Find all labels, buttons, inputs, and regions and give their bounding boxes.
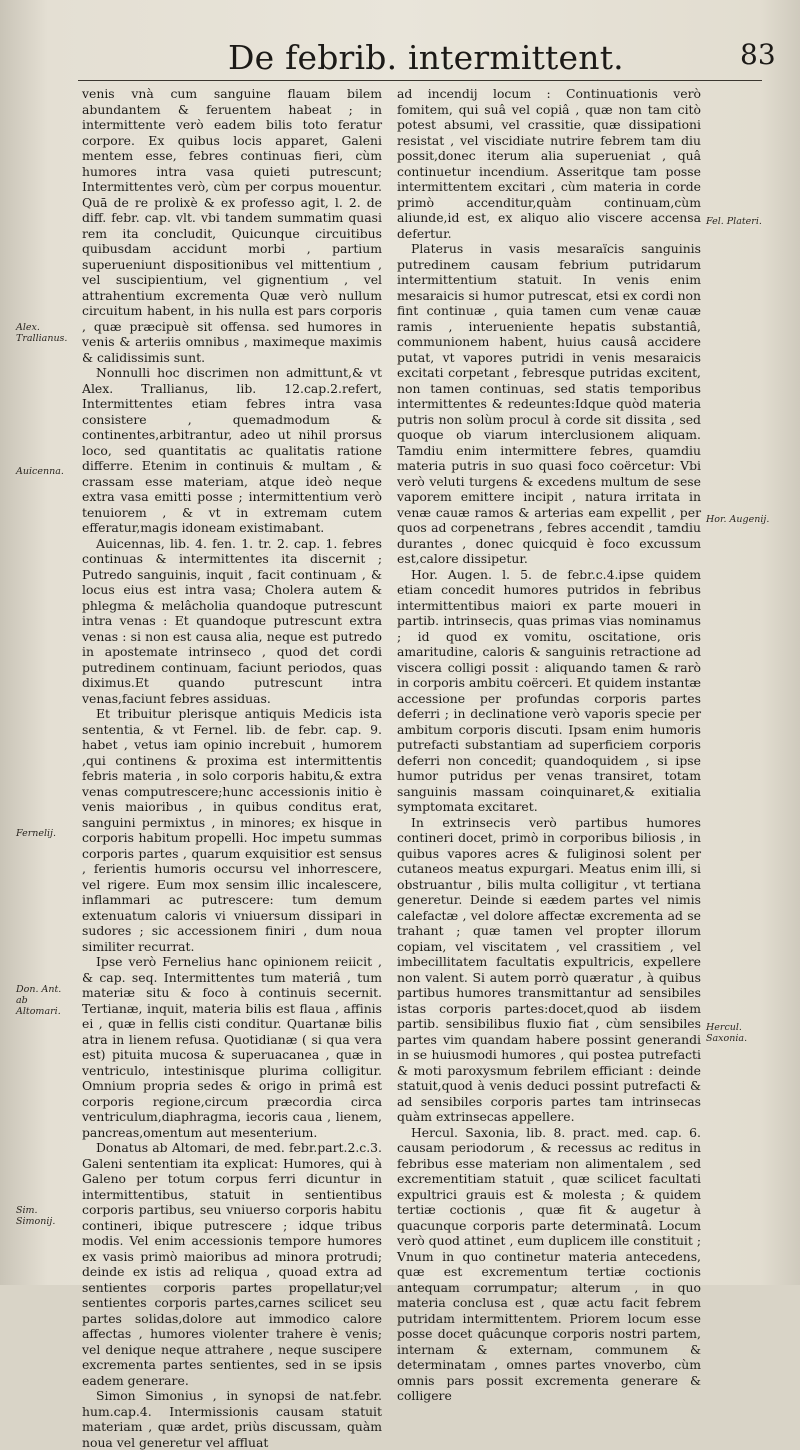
margin-note-fernelius: Fernelij. bbox=[16, 828, 57, 839]
paragraph: In extrinsecis verò partibus humores contineri docet, primò in corporibus biliosis , in quibus vapores acres & fuliginosi solent per cutaneos meatus expurgari. Meatus enim illi, si obstruantur , bilis multa colligitur , vt tertiana generetur. Deinde si eædem partes vel nimis calefactæ , vel dolore affectæ excrementa ad se trahant ; quæ tamen vel propter illorum copiam, vel viscitatem , vel crassitiem , vel imbecillitatem facultatis expultricis, expellere non valent. Si autem porrò quæratur , à quibus partibus humores transmittantur ad sensibiles istas corporis partes:docet,quod ab iisdem partib. sensibilibus fluxio fiat , cùm sensibiles partes vim quandam habere possint generandi in se huiusmodi humores , qui postea putrefacti & moti paroxysmum febrilem efficiant : deinde statuit,quod à venis deduci possint putrefacti & ad sensibiles corporis partes tam intrinsecas quàm extrinsecas appellere. bbox=[397, 814, 701, 1124]
paragraph: Platerus in vasis mesaraïcis sanguinis putredinem causam febrium putridarum intermittentium statuit. In venis enim mesaraicis si humor putrescat, etsi ex cordi non fint continuæ , quia tamen cum venæ cauæ ramis , interueniente hepatis substantiâ, communionem habent, huius causâ accidere putat, vt vapores putridi in venis mesaraicis excitati corpetant , febresque putridas excitent, non tamen continuas, sed statis temporibus intermittentes & redeuntes:Idque quòd materia putris non solùm procul à corde sit dissita , sed quoque ob viarum interclusionem aliquam. Tamdiu enim intermittere febres, quamdiu materia putris in suo quasi foco coërcetur: Vbi verò veluti turgens & excedens multum de sese vaporem emittere incipit , natura irritata in venæ cauæ ramos & arterias eam expellit , per quos ad corpenetrans , febres accendit , tamdiu durantes , donec quicquid è foco excussum est,calore dissipetur. bbox=[397, 241, 701, 566]
paragraph: Auicennas, lib. 4. fen. 1. tr. 2. cap. 1. febres continuas & intermittentes ita discernit ; Putredo sanguinis, inquit , facit continuam , & locus eius est intra vasa; Cholera autem & phlegma & melâcholia quandoque putrescunt intra venas : Et quandoque putrescunt extra venas : si non est causa alia, neque est putredo in apostemate intrinseco , quod det cordi putredinem continuam, faciunt periodos, quas diximus.Et quando putrescunt intra venas,faciunt febres assiduas. bbox=[82, 535, 382, 706]
paragraph: Hor. Augen. l. 5. de febr.c.4.ipse quidem etiam concedit humores putridos in febribus intermittentibus maiori ex parte moueri in partib. intrinsecis, quas primas vias nominamus ; id quod ex vomitu, oscitatione, oris amaritudine, caloris & sanguinis retractione ad viscera colligi possit : aliquando tamen & rarò in corporis ambitu coërceri. Et quidem instantæ accessione per profundas corporis partes deferri ; in declinatione verò vaporis specie per ambitum corporis discuti. Ipsam enim humoris putrefacti substantiam ad superficiem corporis deferri non concedit; quandoquidem , si ipse humor putridus per venas transiret, totam sanguinis massam coinquinaret,& exitialia symptomata excitaret. bbox=[397, 566, 701, 814]
paragraph: Donatus ab Altomari, de med. febr.part.2.c.3. Galeni sententiam ita explicat: Humores, qui à Galeno per totum corpus ferri dicuntur in intermittentibus, statuit in sentientibus corporis partibus, seu vniuerso corporis habitu contineri, ibique putrescere ; idque tribus modis. Vel enim accessionis tempore humores ex vasis primò maioribus ad minora protrudi; deinde ex istis ad reliqua , quoad extra ad sentientes corporis partes propellatur;vel sentientes corporis partes,carnes scilicet seu partes solidas,dolore aut immodico calore affectas , humores violenter trahere è venis; vel denique neque attrahere , neque suscipere excrementa partes sentientes, sed in se ipsis eadem generare. bbox=[82, 1140, 382, 1388]
left-column bbox=[82, 86, 382, 1450]
margin-note-plateri: Fel. Plateri. bbox=[706, 216, 762, 227]
margin-note-simonius: Sim. Simonij. bbox=[16, 1205, 56, 1227]
running-title: De febrib. intermittent. bbox=[228, 38, 624, 77]
margin-note-auicenna: Auicenna. bbox=[16, 466, 64, 477]
paragraph: ad incendij locum : Continuationis verò fomitem, qui suâ vel copiâ , quæ non tam citò potest absumi, vel crassitie, quæ dissipationi resistat , vel viscidiate nutrire febrem tam diu possit,donec iterum alia superueniat , quâ continuetur incendium. Asseritque tam posse intermittentem excitari , cùm materia in corde primò accenditur,quàm continuam,cùm aliunde,id est, ex aliquo alio viscere accensa defertur. bbox=[397, 86, 701, 241]
right-column bbox=[397, 86, 701, 1404]
paragraph: Simon Simonius , in synopsi de nat.febr. hum.cap.4. Intermissionis causam statuit materiam , quæ ardet, priùs discussam, quàm noua vel generetur vel affluat bbox=[82, 1388, 382, 1450]
margin-note-saxonia: Hercul. Saxonia. bbox=[706, 1022, 748, 1044]
margin-note-altomari: Don. Ant. ab Altomari. bbox=[16, 984, 62, 1017]
paragraph: Et tribuitur plerisque antiquis Medicis ista sententia, & vt Fernel. lib. de febr. cap. 9. habet , vetus iam opinio increbuit , humorem ,qui continens & proxima est intermittentis febris materia , in solo corporis habitu,& extra venas computrescere;hunc accessionis initio è venis maioribus , in quibus conditus erat, sanguini permixtus , in minores; ex hisque in corporis habitum propelli. Hoc impetu summas corporis partes , quarum exquisitior est sensus , ferientis humoris occursu vel inhorrescere, vel rigere. Eum mox sensim illic incalescere, inflammari ac putrescere: tum demum extenuatum caloris vi vniuersum dissipari in sudores ; sic accessionem finiri , dum noua similiter recurrat. bbox=[82, 706, 382, 954]
paragraph: venis vnà cum sanguine flauam bilem abundantem & feruentem habeat ; in intermittente verò eadem bilis toto feratur corpore. Ex quibus locis apparet, Galeni mentem esse, febres continuas fieri, cùm humores intra vasa quieti putrescunt; Intermittentes verò, cùm per corpus mouentur. Quā de re prolixè & ex professo agit, l. 2. de diff. febr. cap. vlt. vbi tandem summatim quasi rem ita concludit, Quicunque circuitibus quibusdam accidunt morbi , partium superueniunt dispositionibus vel mittentium , vel suscipientium, vel gignentium , vel attrahentium excrementa Quæ verò nullum circuitum habent, in his nulla est pars corporis , quæ præcipuè sit offensa. sed humores in venis & arteriis omnibus , maximeque maximis & calidissimis sunt. bbox=[82, 86, 382, 365]
margin-note-alex-trallianus: Alex. Trallianus. bbox=[16, 322, 68, 344]
paragraph: Hercul. Saxonia, lib. 8. pract. med. cap. 6. causam periodorum , & recessus ac reditus in febribus esse materiam non alimentalem , sed excrementitiam statuit , quæ scilicet facultati expultrici grauis est & molesta ; & quidem tertiæ coctionis , quæ fit & augetur à quacunque corporis parte determinatâ. Locum verò quod attinet , eum duplicem ille constituit ; Vnum in quo continetur materia antecedens, quæ est excrementum tertiæ coctionis antequam corrumpatur; alterum , in quo materia conclusa est , quæ actu facit febrem putridam intermittentem. Priorem locum esse posse docet quâcunque corporis nostri partem, internam & externam, communem & determinatam , omnes partes vnoverbo, cùm omnis pars possit excrementa generare & colligere bbox=[397, 1124, 701, 1403]
margin-note-augenij: Hor. Augenij. bbox=[706, 514, 770, 525]
paragraph: Ipse verò Fernelius hanc opinionem reiicit , & cap. seq. Intermittentes tum materiâ , tum materiæ situ & foco à continuis secernit. Tertianæ, inquit, materia bilis est flaua , affinis ei , quæ in fellis cisti conditur. Quartanæ bilis atra in lienem refusa. Quotidianæ ( si qua vera est) pituita mucosa & superuacanea , quæ in ventriculo, intestinisque plurima colligitur. Omnium propria sedes & origo in primâ est corporis regione,circum præcordia circa ventriculum,diaphragma, iecoris caua , lienem, pancreas,omentum aut mesenterium. bbox=[82, 954, 382, 1140]
paragraph: Nonnulli hoc discrimen non admittunt,& vt Alex. Trallianus, lib. 12.cap.2.refert, Intermittentes etiam febres intra vasa consistere , quemadmodum & continentes,arbitrantur, adeo ut nihil prorsus loco, sed quantitatis ac qualitatis ratione differre. Etenim in continuis & multam , & crassam esse materiam, atque ideò neque extra vasa emitti posse ; intermittentium verò tenuiorem , & vt in extremam cutem efferatur,magis idoneam existimabant. bbox=[82, 365, 382, 535]
page-number: 83 bbox=[740, 38, 776, 71]
header-rule bbox=[78, 80, 762, 81]
